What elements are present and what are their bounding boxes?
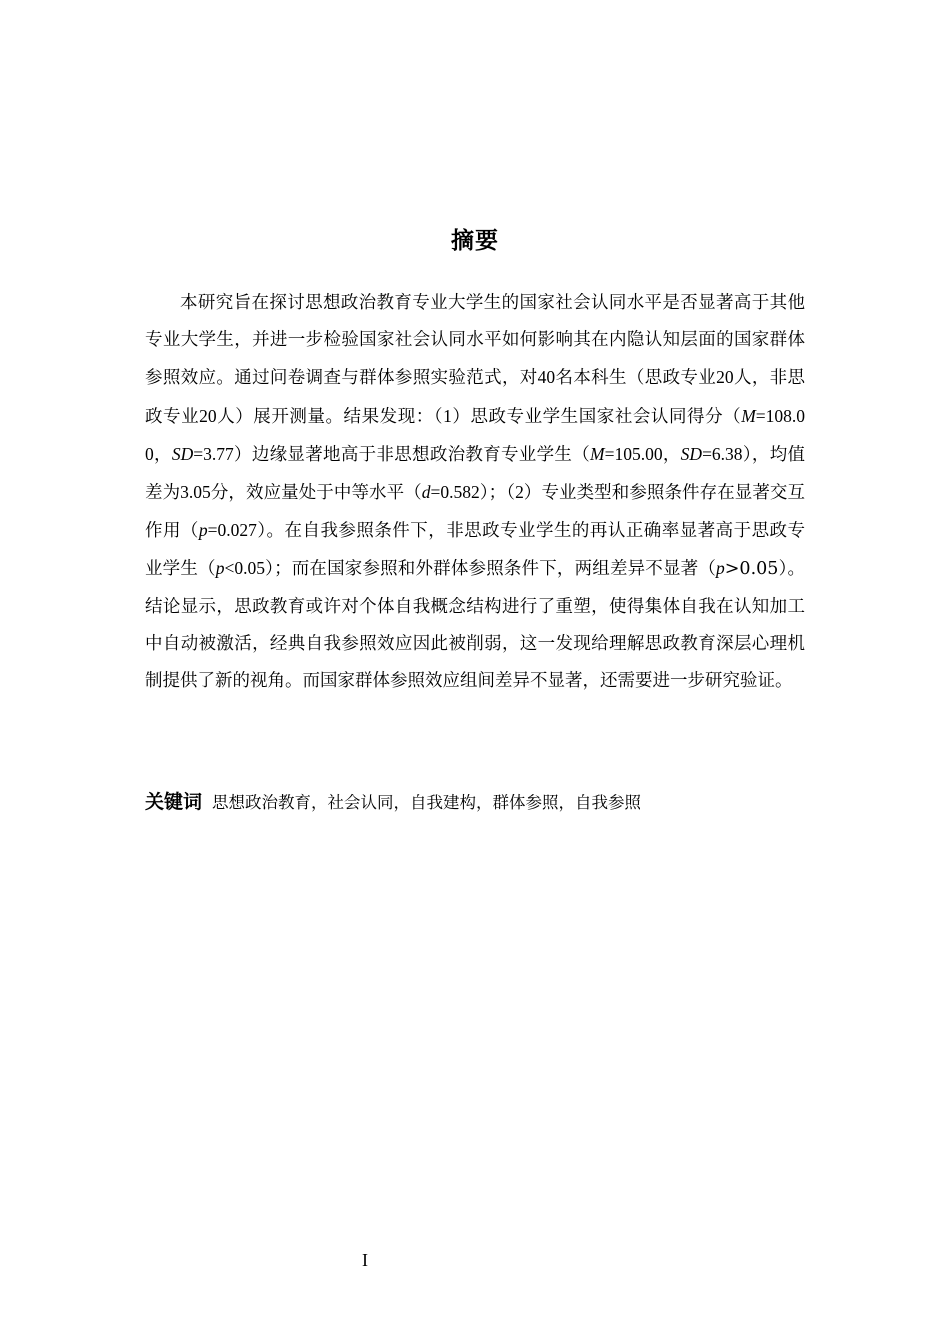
abstract-text-segment: 名本科生（思政专业: [555, 368, 717, 389]
abstract-text-segment: ）专业类型和参照条件存在显著交互作用（: [145, 483, 806, 542]
abstract-stat-symbol: M: [590, 443, 605, 464]
abstract-number: 3.05: [180, 482, 211, 503]
abstract-number: 20: [716, 367, 734, 388]
abstract-number: 40: [537, 367, 556, 388]
abstract-stat-value: =105.00，: [604, 443, 681, 464]
abstract-stat-value: =108.00，: [145, 405, 806, 464]
keywords-text: 思想政治教育，社会认同，自我建构，群体参照，自我参照: [212, 793, 642, 812]
abstract-number: 20: [199, 405, 217, 426]
abstract-text-segment: 分，效应量处于中等水平（: [210, 483, 422, 504]
abstract-title: 摘要: [451, 228, 499, 254]
abstract-stat-symbol: SD: [680, 443, 703, 464]
abstract-text-segment: 人，非思政专业: [145, 368, 806, 427]
abstract-text-segment: 本研究旨在探讨思想政治教育专业大学生的国家社会认同水平是否显著高于其他专业大学生，并进一步检验国家社会认同水平如何影响其在内隐认知层面的国家群体参照效应。通过问卷调查与群体参照实验范式，对: [145, 293, 805, 389]
abstract-stat-symbol: p: [198, 520, 208, 541]
abstract-stat-value: =0.582）；（: [430, 482, 516, 503]
keywords-label: 关键词: [145, 791, 203, 813]
abstract-text-segment: ）思政专业学生国家社会认同得分（: [451, 406, 742, 427]
abstract-stat-value: <0.05）；而在国家参照和外群体参照条件下，两组差异不显著（: [224, 558, 717, 579]
abstract-stat-symbol: p: [215, 558, 225, 579]
abstract-text-segment: 人）展开测量。结果发现：（: [216, 406, 444, 427]
abstract-number: 2: [515, 482, 524, 503]
abstract-stat-symbol: SD: [171, 443, 194, 464]
abstract-number: 1: [443, 405, 452, 426]
keywords: [145, 787, 805, 818]
abstract-stat-value: =0.027）。在自我参照条件下，非思政专业学生的再认正确率显著高于思政专业学生（: [145, 520, 805, 579]
abstract-stat-value: =3.77）边缘显著地高于非思想政治教育专业学生（: [193, 443, 590, 464]
abstract-body: [145, 285, 805, 700]
abstract-stat-symbol: p: [716, 558, 725, 579]
abstract-stat-symbol: M: [741, 405, 756, 426]
abstract-stat-value: =6.38），均值差为: [145, 443, 805, 503]
abstract-stat-symbol: d: [421, 482, 431, 503]
abstract-text-segment: >0.05）。结论显示，思政教育或许对个体自我概念结构进行了重塑，使得集体自我在认知加工中自动被激活，经典自我参照效应因此被削弱，这一发现给理解思政教育深层心理机制提供了新的视角。而国家群体参照效应组间差异不显著，还需要进一步研究验证。: [145, 559, 805, 692]
page-number: I: [362, 1250, 368, 1270]
